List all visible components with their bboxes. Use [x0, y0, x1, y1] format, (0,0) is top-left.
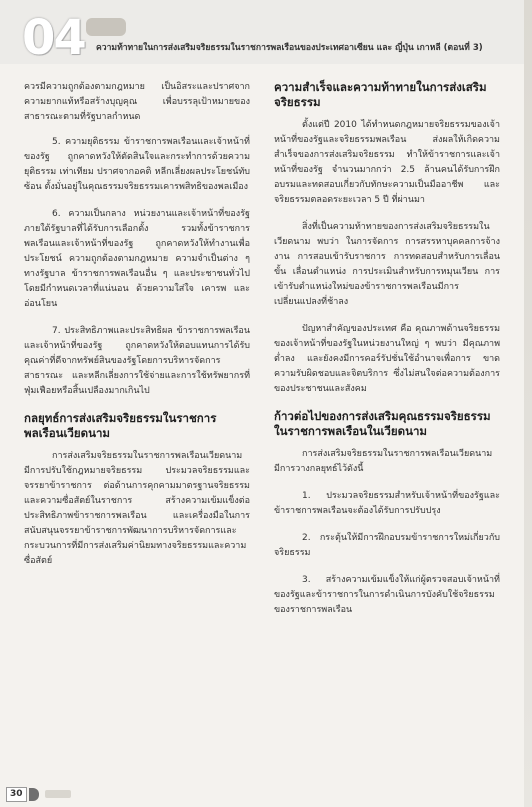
left-section-heading: กลยุทธ์การส่งเสริมจริยธรรมในราชการพลเรือนเวียดนาม [24, 411, 217, 440]
right-column [274, 80, 500, 630]
right-paragraph-1: ตั้งแต่ปี 2010 ได้ทำหนดกฎหมายจริยธรรมของเจ้าหน้าที่ของรัฐและจริยธรรมพลเรือน ส่งผลให้เกิดความสำเร็จของการส่งเสริมจริยธรรม ทำให้ข้าราชการและเจ้าหน้าที่ของรัฐ จำนวนมากกว่า 2.5 ล้านคนได้รับการฝึกอบรมและทดสอบเกี่ยวกับทักษะความเป็นมืออาชีพ และจริยธรรมตลอดระยะเวลา 5 ปี ที่ผ่านมา [274, 120, 500, 205]
right-paragraph-3: ปัญหาสำคัญของประเทศ คือ คุณภาพด้านจริยธรรมของเจ้าหน้าที่ของรัฐในหน่วยงานใหญ่ ๆ พบว่า มีคุณภาพต่ำลง และยังคงมีการคอร์รัปชั่นใช้อำนาจเพื่อการ ขาดความรับผิดชอบและจิตบริการ ซึ่งไม่สนใจต่อความต้องการของประชาชนและสังคม [274, 324, 500, 394]
right-list-item-3: 3. สร้างความเข้มแข็งให้แก่ผู้ตรวจสอบเจ้าหน้าที่ของรัฐและข้าราชการในการดำเนินการบังคับใช้จริยธรรมของราชการพลเรือน [274, 575, 500, 615]
page-number: 30 [6, 787, 27, 802]
header-title: ความท้าทายในการส่งเสริมจริยธรรมในราชการพลเรือนของประเทศอาเซียน และ ญี่ปุ่น เกาหลี (ตอนที่ 3) [96, 43, 483, 53]
page-marker-icon [29, 788, 39, 801]
left-column [24, 80, 250, 581]
page-header [0, 0, 532, 64]
edge-stripe [524, 0, 532, 807]
right-section-heading-1: ความสำเร็จและความท้าทายในการส่งเสริมจริยธรรม [274, 80, 487, 109]
right-paragraph-2: สิ่งที่เป็นความท้าทายของการส่งเสริมจริยธรรมในเวียดนาม พบว่า ในการจัดการ การสรรหาบุคคลการจ้างงาน การสอบเข้ารับราชการ การทดสอบสำหรับการเลื่อนขั้น เลื่อนตำแหน่ง การประเมินสำหรับการหมุนเวียน การเข้ารับตำแหน่งใหม่ของข้าราชการพลเรือนมีการเปลี่ยนแปลงที่ช้าลง [274, 222, 500, 307]
decorative-emblem-icon [86, 18, 126, 36]
page-number-footer [6, 786, 71, 802]
right-list-item-2: 2. กระตุ้นให้มีการฝึกอบรมข้าราชการใหม่เกี่ยวกับจริยธรรม [274, 533, 500, 558]
left-paragraph-1: ควรมีความถูกต้องตามกฎหมาย เป็นอิสระและปราศจากความยากแท้หรือสร้างบุญคุณ เพื่อบรรลุเป้าหมายของสาธารณะตามที่รัฐบาลกำหนด [24, 82, 250, 122]
left-paragraph-2: 5. ความยุติธรรม ข้าราชการพลเรือนและเจ้าหน้าที่ของรัฐ ถูกคาดหวังให้ตัดสินใจและกระทำการด้วยความยุติธรรม เท่าเทียม ปราศจากอคติ หลีกเลี่ยงผลประโยชน์ทับซ้อน ตั้งมั่นอยู่ในคุณธรรมจริยธรรมเคารพสิทธิของพลเมือง [24, 137, 250, 192]
right-section-heading-2: ก้าวต่อไปของการส่งเสริมคุณธรรมจริยธรรมในราชการพลเรือนในเวียดนาม [274, 409, 491, 438]
footer-decoration [45, 790, 71, 798]
left-paragraph-5: การส่งเสริมจริยธรรมในราชการพลเรือนเวียดนาม มีการปรับใช้กฎหมายจริยธรรม ประมวลจริยธรรมและจรรยาข้าราชการ ต่อด้านการคุกคามมาตรฐานจริยธรรมและความซื่อสัตย์ในราชการ สร้างความเข้มแข็งต่อประสิทธิภาพข้าราชการพลเรือน และเครื่องมือในการสนับสนุนจรรยาข้าราชการพัฒนาการบริหารจัดการและกระบวนการที่มีการส่งเสริมค่านิยมทางจริยธรรมและความซื่อสัตย์ [24, 451, 250, 566]
right-list-item-1: 1. ประมวลจริยธรรมสำหรับเจ้าหน้าที่ของรัฐและข้าราชการพลเรือนจะต้องได้รับการปรับปรุง [274, 491, 500, 516]
left-paragraph-3: 6. ความเป็นกลาง หน่วยงานและเจ้าหน้าที่ของรัฐภายใต้รัฐบาลที่ได้รับการเลือกตั้ง รวมทั้งข้าราชการพลเรือนและเจ้าหน้าที่ของรัฐ ถูกคาดหวังให้ทำงานเพื่อประโยชน์ ความถูกต้องตามกฎหมาย ความจำเป็นต่าง ๆ ทางรัฐบาล ข้าราชการพลเรือนอื่น ๆ และประชาชนทั่วไป โดยมีกำหนดเวลาที่แน่นอน ด้วยความใส่ใจ เคารพ และอ่อนโยน [24, 209, 250, 309]
left-paragraph-4: 7. ประสิทธิภาพและประสิทธิผล ข้าราชการพลเรือนและเจ้าหน้าที่ของรัฐ ถูกคาดหวังให้ตอบแทนการได้รับคุณค่าที่ดีจากทรัพย์สินของรัฐโดยการบริหารจัดการสาธารณะ และหลีกเลี่ยงการใช้จ่ายและการใช้ทรัพยากรที่ฟุ่มเฟือยหรือสิ้นเปลืองมากเกินไป [24, 326, 250, 396]
right-paragraph-4: การส่งเสริมจริยธรรมในราชการพลเรือนเวียดนาม มีการวางกลยุทธ์ไว้ดังนี้ [274, 449, 493, 474]
chapter-number: 04 [22, 10, 85, 66]
